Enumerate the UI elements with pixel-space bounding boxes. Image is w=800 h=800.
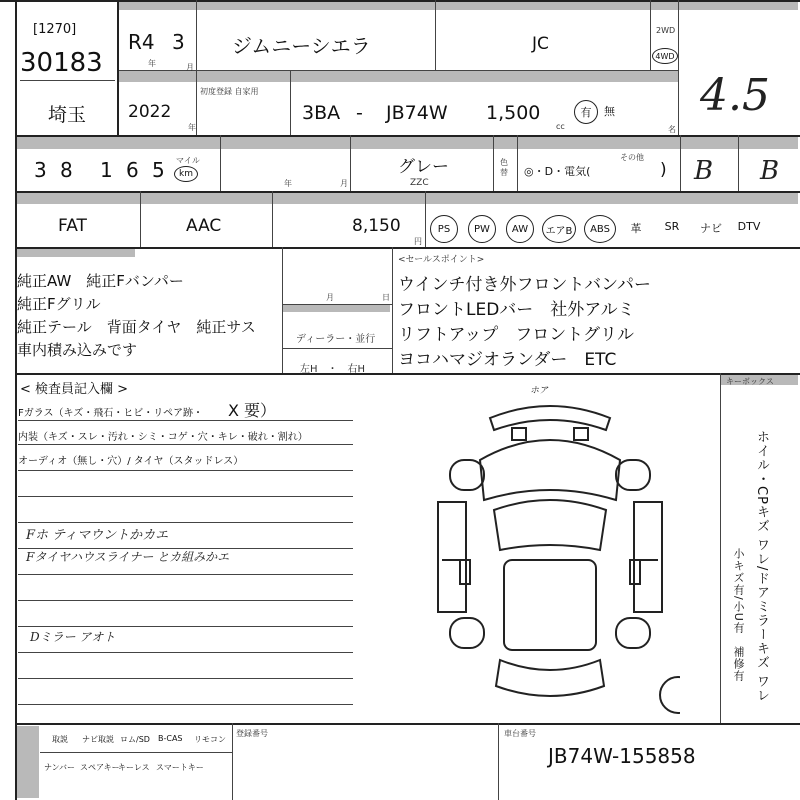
rule-left bbox=[15, 0, 17, 800]
chassis-number: JB74W-155858 bbox=[548, 744, 696, 768]
rule-colorlbl bbox=[517, 135, 518, 191]
mileage-digit-1: 3 bbox=[34, 158, 47, 182]
footer-item-rom: ロム/SD bbox=[120, 735, 150, 744]
insp-rule-1 bbox=[18, 420, 353, 421]
rule-color bbox=[493, 135, 494, 191]
header-band-equipment bbox=[15, 249, 135, 257]
footer-item-navi-manual: ナビ取説 bbox=[82, 735, 114, 744]
insp-rule-3 bbox=[18, 470, 353, 471]
footer-chassis-label: 車台番号 bbox=[504, 729, 536, 738]
reg-label: 初度登録 自家用 bbox=[200, 87, 259, 96]
sales-header: <セールスポイント> bbox=[398, 255, 485, 265]
footer-reg-label: 登録番号 bbox=[236, 729, 268, 738]
color-change-label: 色替 bbox=[500, 158, 508, 177]
header-band-center bbox=[282, 304, 390, 312]
insp-rule-5 bbox=[18, 522, 353, 523]
mileage-digit-3: 1 bbox=[100, 158, 113, 182]
rule-rating bbox=[678, 0, 679, 135]
spare-tire bbox=[660, 677, 680, 713]
mileage-digit-2: 8 bbox=[60, 158, 73, 182]
person-unit: 名 bbox=[668, 125, 676, 134]
rule-mileage bbox=[220, 135, 221, 191]
type-prefix: 3BA bbox=[302, 102, 341, 124]
mileage-digit-5: 5 bbox=[152, 158, 165, 182]
front-lamp-left bbox=[512, 428, 526, 440]
header-band-row2 bbox=[118, 70, 678, 82]
lot-underline bbox=[20, 80, 115, 81]
option-leather: 革 bbox=[630, 222, 642, 235]
sales-line-1: ウインチ付き外フロントバンパー bbox=[398, 275, 651, 295]
side-note-col-2: 小キズ有/小U有 補修有 bbox=[732, 548, 745, 682]
mileage-digit-4: 6 bbox=[126, 158, 139, 182]
insp-rule-11 bbox=[18, 678, 353, 679]
year-era: R4 bbox=[128, 30, 155, 54]
sales-line-3: リフトアップ フロントグリル bbox=[398, 325, 634, 345]
insp-rule-7 bbox=[18, 574, 353, 575]
month-unit-3: 月 bbox=[340, 179, 348, 188]
inspector-header: < 検査員記入欄 > bbox=[20, 382, 129, 397]
footer-item-remote: リモコン bbox=[194, 735, 226, 744]
rear-bumper-outline bbox=[496, 660, 604, 696]
grade: JC bbox=[532, 34, 549, 54]
center-month-label: 月 bbox=[326, 293, 334, 302]
rule-model bbox=[435, 0, 436, 70]
option-abs: ABS bbox=[584, 215, 616, 243]
year-label: 年 bbox=[148, 59, 156, 68]
rule-era bbox=[196, 0, 197, 135]
option-dtv: DTV bbox=[737, 220, 761, 233]
header-band-row4 bbox=[15, 193, 798, 204]
equipment-line-1: 純正AW 純正Fバンパー bbox=[17, 272, 184, 290]
rule-score1 bbox=[680, 135, 681, 191]
rule-score2 bbox=[738, 135, 739, 191]
rule-row4 bbox=[15, 191, 800, 193]
wheel-front-left bbox=[450, 460, 484, 490]
region-name: 埼玉 bbox=[48, 104, 87, 126]
option-pw: PW bbox=[468, 215, 496, 243]
drive-2wd: 2WD bbox=[656, 26, 676, 35]
type-dash: - bbox=[356, 102, 363, 124]
km-label: km bbox=[174, 166, 198, 182]
rule-reg bbox=[232, 723, 233, 800]
sales-line-4: ヨコハマジオランダー ETC bbox=[398, 350, 617, 370]
footer-item-plate: ナンバー bbox=[44, 763, 76, 772]
mile-label: マイル bbox=[176, 156, 200, 165]
rule-center-low bbox=[282, 348, 392, 349]
option-navi: ナビ bbox=[700, 222, 722, 235]
aircon: AAC bbox=[186, 216, 222, 236]
month-label: 月 bbox=[186, 63, 194, 72]
recycle-yes: 有 bbox=[574, 100, 598, 124]
rule-center bbox=[392, 247, 393, 373]
rule-row3 bbox=[15, 135, 800, 137]
rule-row5 bbox=[15, 247, 800, 249]
front-bumper-outline bbox=[490, 406, 610, 430]
insp-rule-4 bbox=[18, 496, 353, 497]
lot-bracket: [1270] bbox=[33, 22, 77, 37]
hood-outline bbox=[480, 440, 620, 500]
reg-month: 3 bbox=[172, 30, 185, 54]
rule-lot bbox=[117, 0, 119, 135]
option-sr: SR bbox=[664, 220, 680, 233]
insp-rule-2 bbox=[18, 444, 353, 445]
rule-fee bbox=[425, 191, 426, 247]
option-airbag: エアB bbox=[542, 215, 576, 243]
model-name: ジムニーシエラ bbox=[232, 34, 371, 58]
footer-item-keyless: キーレス bbox=[118, 763, 150, 772]
recycle-no: 無 bbox=[604, 105, 615, 118]
rule-center-mid bbox=[282, 304, 392, 305]
drive-4wd: 4WD bbox=[652, 48, 678, 64]
first-reg-year: 2022 bbox=[128, 102, 172, 122]
rule-keybox bbox=[720, 373, 721, 723]
color-code: ZZC bbox=[410, 178, 429, 188]
recycle-fee: 8,150 bbox=[352, 216, 401, 236]
center-day-label: 日 bbox=[382, 293, 390, 302]
overall-rating: 4.5 bbox=[700, 70, 770, 121]
sales-line-2: フロントLEDバー 社外アルミ bbox=[398, 300, 635, 320]
insp-rule-9 bbox=[18, 626, 353, 627]
door-panel-right bbox=[634, 502, 662, 612]
rule-grade bbox=[650, 0, 651, 70]
keybox-header: キーボックス bbox=[726, 377, 774, 386]
front-lamp-right bbox=[574, 428, 588, 440]
door-panel-left bbox=[438, 502, 466, 612]
rule-footer bbox=[15, 723, 800, 725]
year-unit-3: 年 bbox=[284, 179, 292, 188]
lot-number: 30183 bbox=[20, 48, 103, 78]
rule-inspector bbox=[15, 373, 800, 375]
interior-line: 内装（キズ・スレ・汚れ・シミ・コゲ・穴・キレ・破れ・割れ） bbox=[18, 432, 308, 443]
rule-trans bbox=[140, 191, 141, 247]
roof-outline bbox=[504, 560, 596, 650]
yen-unit: 円 bbox=[414, 237, 422, 246]
rule-aircon bbox=[272, 191, 273, 247]
side-note-col-1: ホイル・CPキズ ワレ/ドアミラーキズ ワレ bbox=[754, 430, 769, 703]
year-unit: 年 bbox=[188, 123, 196, 132]
insp-rule-8 bbox=[18, 600, 353, 601]
exterior-score: B bbox=[760, 156, 780, 186]
rule-type bbox=[290, 70, 291, 135]
wheel-rear-right bbox=[616, 618, 650, 648]
rule-row2 bbox=[118, 70, 678, 71]
hand-note-2: Fタイヤハウスライナー とカ組みかエ bbox=[26, 550, 230, 564]
other-label: その他 bbox=[620, 153, 644, 162]
rule-equip bbox=[282, 247, 283, 373]
front-mark: ホア bbox=[530, 386, 549, 396]
insp-rule-10 bbox=[18, 652, 353, 653]
color-options: ◎・D・電気( bbox=[524, 165, 591, 178]
footer-rule bbox=[40, 752, 232, 753]
interior-score: B bbox=[694, 156, 714, 186]
windshield bbox=[494, 500, 606, 550]
dealer-label: ディーラー・並行 bbox=[296, 334, 376, 345]
hand-note-1: Fホ ティマウントかカエ bbox=[26, 528, 169, 543]
rule-month bbox=[350, 135, 351, 191]
audio-line: オーディオ（無し・穴）/ タイヤ（スタッドレス） bbox=[18, 456, 244, 467]
hand-note-3: Dミラー アオト bbox=[30, 630, 116, 644]
wheel-rear-left bbox=[450, 618, 484, 648]
steering-label: 左H ・ 右H bbox=[300, 364, 366, 375]
rule-chassis bbox=[498, 723, 499, 800]
option-aw: AW bbox=[506, 215, 534, 243]
footer-item-manual: 取説 bbox=[52, 735, 68, 744]
glass-line: Fガラス（キズ・飛石・ヒビ・リペア跡・ bbox=[18, 408, 204, 419]
cc-unit: cc bbox=[556, 122, 565, 131]
footer-item-spare-key: スペアキー bbox=[80, 763, 120, 772]
footer-item-smart-key: スマートキー bbox=[156, 763, 204, 772]
equipment-line-3: 純正テール 背面タイヤ 純正サス bbox=[17, 318, 256, 336]
rule-top bbox=[0, 0, 800, 2]
wheel-front-right bbox=[616, 460, 650, 490]
option-ps: PS bbox=[430, 215, 458, 243]
equipment-line-4: 車内積み込みです bbox=[17, 341, 138, 359]
footer-item-bcas: B-CAS bbox=[158, 734, 183, 743]
displacement: 1,500 bbox=[486, 102, 541, 124]
insp-rule-12 bbox=[18, 704, 353, 705]
car-diagram bbox=[420, 390, 680, 720]
color-close: ) bbox=[660, 160, 667, 180]
transmission: FAT bbox=[58, 216, 87, 236]
equipment-line-2: 純正Fグリル bbox=[17, 295, 101, 313]
chassis-type: JB74W bbox=[386, 102, 448, 124]
glass-mark: X 要） bbox=[228, 401, 277, 420]
footer-label-band bbox=[17, 726, 39, 798]
body-color: グレー bbox=[398, 157, 449, 177]
